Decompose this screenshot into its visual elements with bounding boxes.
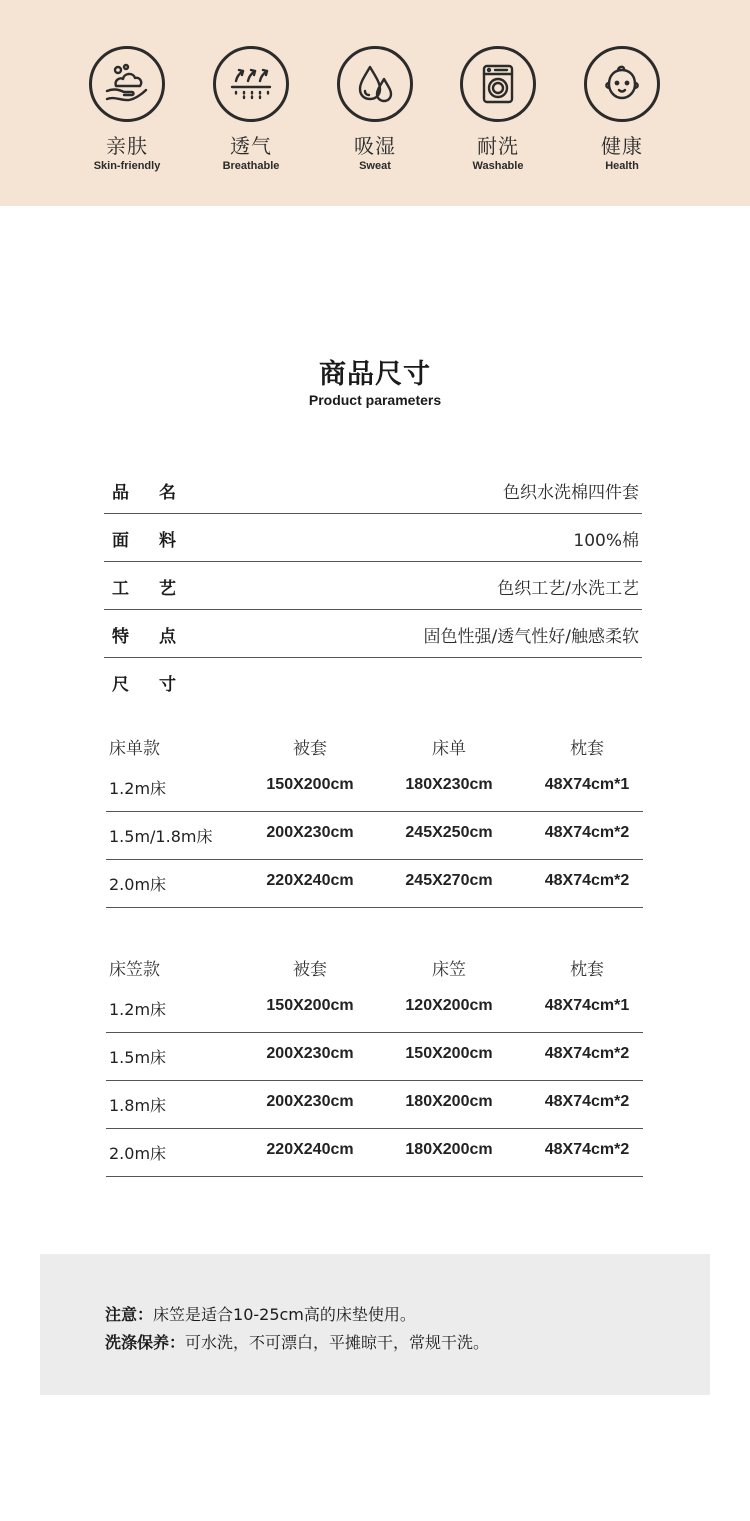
table-cell: 200X230cm [266,824,354,841]
table-cell: 48X74cm*1 [544,776,630,793]
hand-foam-icon [89,46,165,122]
table-cell: 150X200cm [266,776,354,793]
feature-label-cn: 健康 [601,134,643,158]
table-cell: 48X74cm*2 [544,1141,630,1158]
feature-health [562,46,682,172]
param-row-fabric [104,514,642,562]
param-row-name [104,466,642,514]
table-cell: 220X240cm [266,872,354,889]
table-cell: 245X270cm [405,872,493,889]
table-cell: 180X200cm [405,1141,493,1158]
param-key: 工艺 [112,579,206,599]
feature-label-en: Washable [472,160,524,172]
feature-label-cn: 亲肤 [106,134,148,158]
table-header [106,728,643,764]
care-line [105,1330,489,1353]
table-cell: 150X200cm [266,997,354,1014]
feature-label-en: Skin-friendly [93,160,161,172]
feature-label-cn: 耐洗 [477,134,519,158]
table-header-cell: 枕套 [570,739,604,759]
table-cell: 200X230cm [266,1045,354,1062]
feature-breathable [191,46,311,172]
table-header-cell: 床笠款 [109,960,160,980]
table-cell: 48X74cm*2 [544,824,630,841]
table-cell: 1.5m/1.8m床 [109,827,213,846]
table-header-cell: 床单 [432,739,466,759]
note-line [105,1302,416,1325]
table-header-cell: 床笠 [432,960,466,980]
table-cell: 1.2m床 [109,1000,167,1019]
table-cell: 2.0m床 [109,875,167,894]
feature-label-en: Sweat [359,160,391,172]
feature-banner [0,0,750,206]
feature-washable [438,46,558,172]
table-cell: 48X74cm*1 [544,997,630,1014]
feature-skin-friendly [67,46,187,172]
param-key: 尺寸 [112,675,206,695]
table-header-cell: 枕套 [570,960,604,980]
table-header-cell: 被套 [293,739,327,759]
table-header-cell: 被套 [293,960,327,980]
param-row-craft [104,562,642,610]
table-header [106,949,643,985]
table-row [106,985,643,1033]
care-text: 可水洗，不可漂白，平摊晾干，常规干洗。 [185,1333,490,1352]
table-row [106,1081,643,1129]
param-key: 品名 [112,483,206,503]
feature-label-en: Health [605,160,639,172]
table-cell: 1.2m床 [109,779,167,798]
section-title: 商品尺寸 [319,359,431,390]
table-row [106,860,643,908]
baby-face-icon [584,46,660,122]
feature-sweat [315,46,435,172]
param-key: 特点 [112,627,206,647]
notes-box [40,1254,710,1395]
param-key: 面料 [112,531,206,551]
table-cell: 48X74cm*2 [544,1093,630,1110]
param-row-size [104,658,642,706]
table-row [106,1129,643,1177]
table-cell: 1.5m床 [109,1048,167,1067]
washing-machine-icon [460,46,536,122]
table-cell: 200X230cm [266,1093,354,1110]
size-table-flat-sheet [106,728,643,908]
airflow-icon [213,46,289,122]
table-cell: 180X200cm [405,1093,493,1110]
table-header-cell: 床单款 [109,739,160,759]
param-value: 固色性强/透气性好/触感柔软 [423,627,639,647]
table-cell: 1.8m床 [109,1096,167,1115]
feature-label-cn: 吸湿 [354,134,396,158]
table-cell: 150X200cm [405,1045,493,1062]
size-table-fitted-sheet [106,949,643,1177]
param-value: 色织工艺/水洗工艺 [497,579,639,599]
param-value: 色织水洗棉四件套 [503,483,639,503]
table-cell: 245X250cm [405,824,493,841]
table-cell: 2.0m床 [109,1144,167,1163]
table-cell: 48X74cm*2 [544,872,630,889]
section-subtitle: Product parameters [308,392,442,408]
feature-label-en: Breathable [222,160,280,172]
note-label: 注意： [105,1305,154,1324]
param-value: 100%棉 [573,531,639,551]
table-cell: 220X240cm [266,1141,354,1158]
table-row [106,1033,643,1081]
table-row [106,812,643,860]
param-row-features [104,610,642,658]
water-drops-icon [337,46,413,122]
table-row [106,764,643,812]
table-cell: 48X74cm*2 [544,1045,630,1062]
table-cell: 120X200cm [405,997,493,1014]
care-label: 洗涤保养： [105,1333,186,1352]
table-cell: 180X230cm [405,776,493,793]
feature-label-cn: 透气 [230,134,272,158]
note-text: 床笠是适合10-25cm高的床垫使用。 [153,1305,416,1324]
